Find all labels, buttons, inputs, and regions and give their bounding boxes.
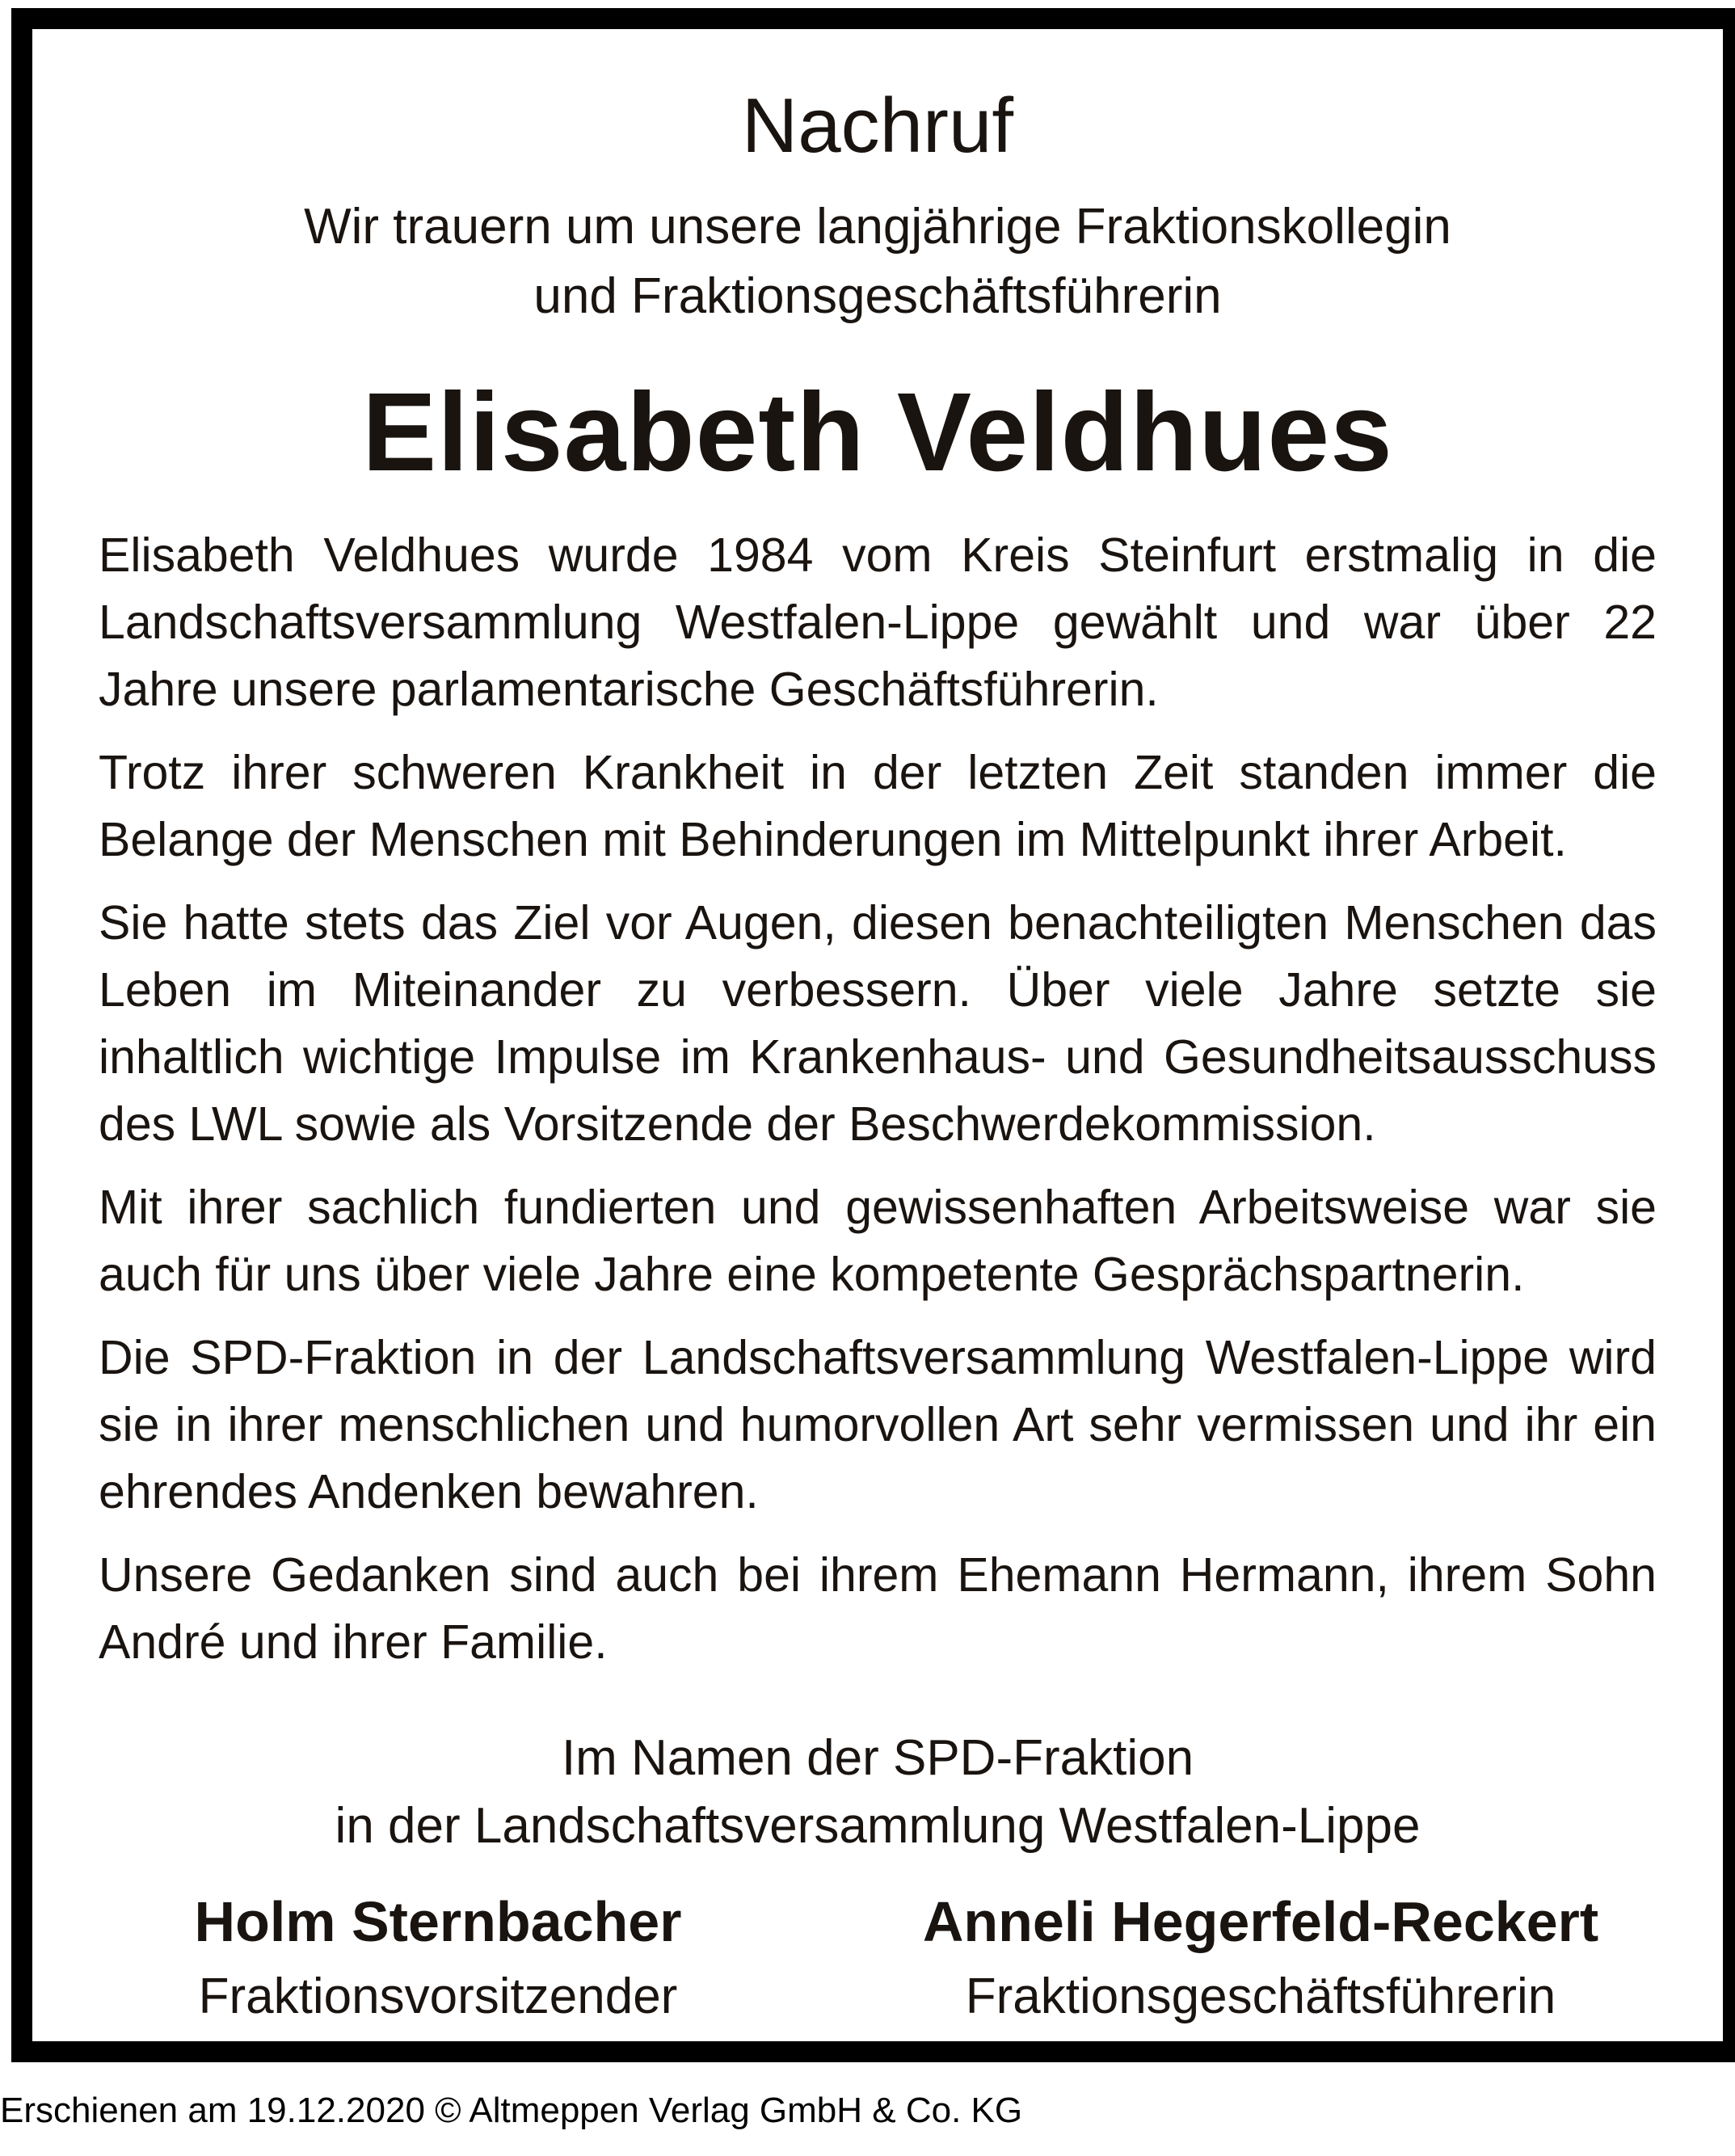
body-paragraph: Sie hatte stets das Ziel vor Augen, diesen benachteiligten Menschen das Leben im Miteinander zu verbessern. Über viele Jahre setzte sie inhaltlich wichtige Impulse im Krankenhaus- und Gesundheitsausschuss des LWL sowie als Vorsitzende der Beschwerdekommission. — [99, 896, 1657, 1151]
signatory-role: Fraktionsgeschäftsführerin — [965, 1969, 1556, 2024]
obituary-content — [32, 29, 1723, 2041]
closing-line: in der Landschaftsversammlung Westfalen-Lippe — [335, 1798, 1421, 1854]
obituary-body — [99, 522, 1657, 1676]
body-paragraph: Trotz ihrer schweren Krankheit in der letzten Zeit standen immer die Belange der Menschen mit Behinderungen im Mittelpunkt ihrer Arbeit. — [99, 746, 1657, 866]
body-paragraph: Die SPD-Fraktion in der Landschaftsversammlung Westfalen-Lippe wird sie in ihrer menschlichen und humorvollen Art sehr vermissen und ihr ein ehrendes Andenken bewahren. — [99, 1331, 1657, 1518]
obituary-subheading — [99, 192, 1657, 331]
obituary-frame — [11, 8, 1735, 2062]
closing-line: Im Namen der SPD-Fraktion — [561, 1730, 1194, 1786]
body-paragraph: Elisabeth Veldhues wurde 1984 vom Kreis Steinfurt erstmalig in die Landschaftsversammlung Westfalen-Lippe gewählt und war über 22 Jahre unsere parlamentarische Geschäftsführerin. — [99, 528, 1657, 716]
signatory-left — [99, 1883, 777, 2033]
publication-footer: Erschienen am 19.12.2020 © Altmeppen Verlag GmbH & Co. KG — [0, 2091, 1023, 2130]
signatory-name: Holm Sternbacher — [194, 1890, 682, 1953]
closing-statement — [99, 1724, 1657, 1860]
signatures — [99, 1883, 1657, 2033]
subheading-line: Wir trauern um unsere langjährige Fraktionskollegin — [304, 199, 1451, 255]
obituary-heading: Nachruf — [741, 82, 1014, 169]
subheading-line: und Fraktionsgeschäftsführerin — [533, 268, 1222, 324]
body-paragraph: Mit ihrer sachlich fundierten und gewissenhaften Arbeitsweise war sie auch für uns über viele Jahre eine kompetente Gesprächspartnerin. — [99, 1181, 1657, 1301]
body-paragraph: Unsere Gedanken sind auch bei ihrem Ehemann Hermann, ihrem Sohn André und ihrer Familie. — [99, 1548, 1657, 1669]
deceased-name: Elisabeth Veldhues — [362, 370, 1393, 495]
signatory-right — [865, 1883, 1657, 2033]
signatory-name: Anneli Hegerfeld-Reckert — [922, 1890, 1599, 1953]
signatory-role: Fraktionsvorsitzender — [198, 1969, 678, 2024]
